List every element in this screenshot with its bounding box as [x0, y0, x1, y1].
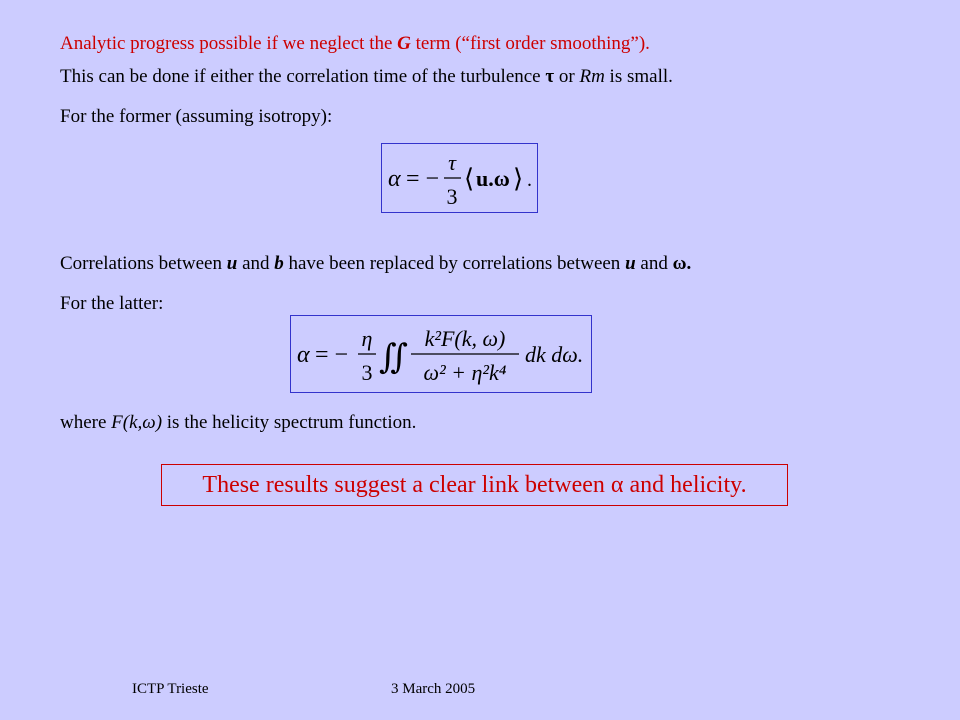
eq2-three: 3	[361, 360, 373, 385]
u-symbol: u	[226, 253, 238, 274]
helicity-definition-line: where F(k,ω) is the helicity spectrum function.	[60, 412, 417, 433]
eq1-equals-minus: = −	[406, 166, 440, 192]
eq2-numerator: k²F(k, ω)	[424, 326, 506, 351]
eq2-equals-minus: = −	[315, 342, 349, 368]
u-symbol-2: u	[625, 253, 636, 274]
conclusion-box: These results suggest a clear link between α and helicity.	[161, 464, 788, 506]
eq1-three: 3	[446, 184, 458, 209]
equation-alpha-tau	[381, 143, 538, 213]
eq2-double-integral: ∬	[379, 339, 408, 376]
eq2-denominator: ω² + η²k⁴	[423, 360, 507, 385]
b-symbol: b	[274, 253, 284, 274]
eq1-right-angle: ⟩	[513, 164, 524, 193]
condition-line: This can be done if either the correlation time of the turbulence τ or Rm is small.	[60, 66, 673, 87]
eq1-tau: τ	[448, 150, 456, 175]
tau-symbol: τ	[545, 66, 555, 87]
equation-alpha-eta	[290, 315, 592, 393]
eq1-left-angle: ⟨	[464, 164, 475, 193]
helicity-function-symbol: F(k,ω)	[111, 412, 163, 433]
latter-case-line: For the latter:	[60, 293, 164, 314]
g-term-symbol: G	[397, 33, 411, 54]
omega-symbol: ω.	[672, 253, 692, 274]
eq1-u-omega: u.ω	[476, 166, 510, 191]
footer-location: ICTP Trieste	[132, 681, 209, 697]
rm-symbol: Rm	[579, 66, 605, 87]
footer-date: 3 March 2005	[391, 681, 476, 697]
eq2-alpha: α	[297, 342, 310, 368]
eq2-differential: dk dω.	[525, 342, 584, 367]
eq2-eta: η	[361, 326, 373, 351]
eq1-alpha: α	[388, 166, 401, 192]
former-case-line: For the former (assuming isotropy):	[60, 106, 333, 127]
intro-line: Analytic progress possible if we neglect the G term (“first order smoothing”).	[60, 33, 650, 54]
correlations-line: Correlations between u and b have been replaced by correlations between u and ω.	[60, 253, 692, 274]
eq1-period: .	[527, 169, 532, 191]
